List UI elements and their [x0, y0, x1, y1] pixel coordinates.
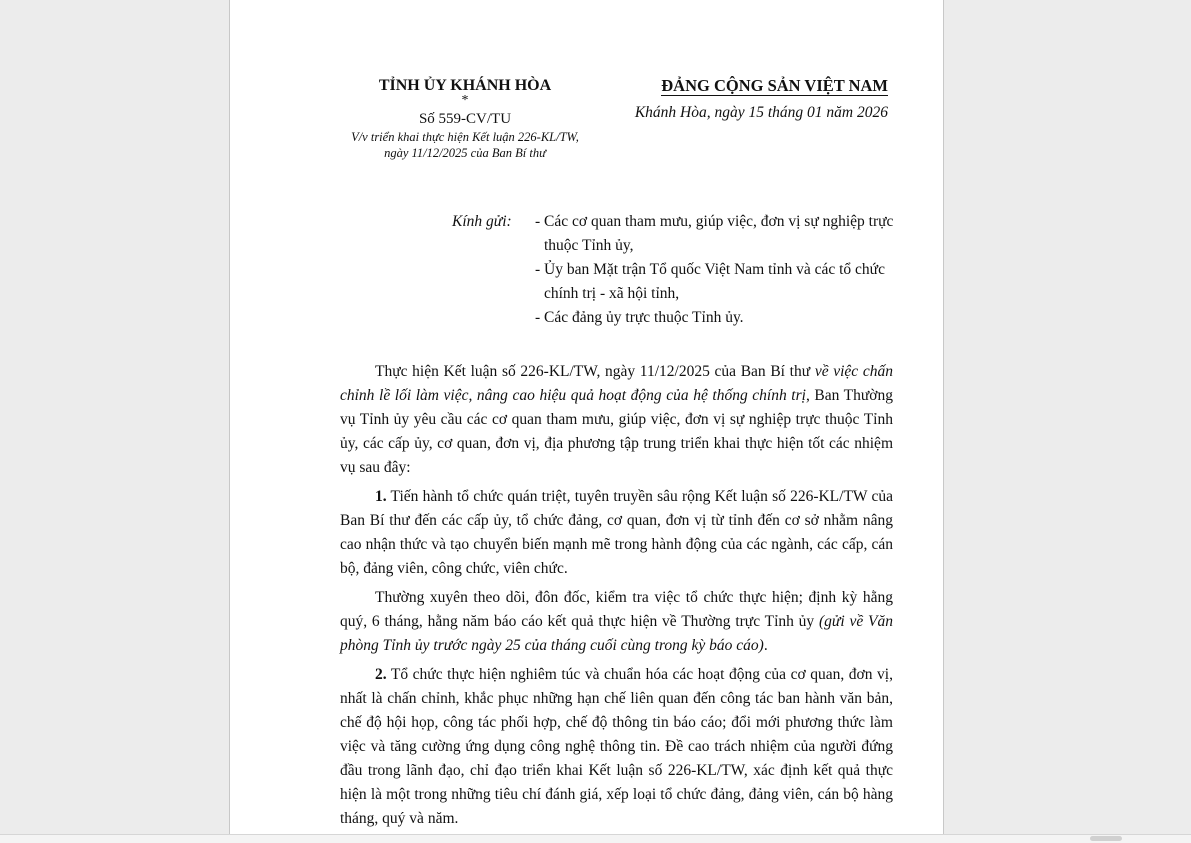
scrollbar-thumb[interactable] [1090, 836, 1122, 841]
item-number-1: 1. [375, 488, 387, 505]
monitoring-end: . [763, 637, 768, 654]
header-left [320, 76, 610, 161]
recipient-item: - Các cơ quan tham mưu, giúp việc, đơn vị sự nghiệp trực thuộc Tỉnh ủy, [535, 213, 894, 254]
paragraph-intro [340, 360, 893, 480]
star-mark: * [461, 93, 469, 108]
recipients-label: Kính gửi: [452, 213, 512, 230]
paragraph-monitoring [340, 586, 893, 658]
doc-number: Số 559-CV/TU [418, 111, 512, 127]
recipient-item: - Ủy ban Mặt trận Tổ quốc Việt Nam tỉnh và các tổ chức chính trị - xã hội tỉnh, [535, 261, 885, 302]
intro-text-a: Thực hiện Kết luận số 226-KL/TW, ngày 11/12/2025 của Ban Bí thư [375, 363, 815, 380]
header-right [608, 76, 888, 123]
recipients [452, 210, 902, 330]
intro-title-italic: về việc chấn chỉnh lề lối làm việc, nâng cao hiệu quả hoạt động của hệ thống chính trị [340, 363, 893, 404]
paragraph-2-text: Tổ chức thực hiện nghiêm túc và chuẩn hóa các hoạt động của cơ quan, đơn vị, nhất là chấn chỉnh, khắc phục những hạn chế liên quan đến công tác ban hành văn bản, chế độ hội họp, công tác phối hợp, chế độ thông tin báo cáo; đổi mới phương thức làm việc và tăng cường ứng dụng công nghệ thông tin. Đề cao trách nhiệm của người đứng đầu trong lãnh đạo, chỉ đạo triển khai Kết luận số 226-KL/TW, xác định kết quả thực hiện là một trong những tiêu chí đánh giá, xếp loại tổ chức đảng, đảng viên, cán bộ hàng tháng, quý và năm. [340, 666, 893, 827]
document-page [229, 0, 944, 834]
monitoring-note-italic: (gửi về Văn phòng Tỉnh ủy trước ngày 25 của tháng cuối cùng trong kỳ báo cáo) [340, 613, 893, 654]
paragraph-1 [340, 485, 893, 581]
subject-line-1: V/v triển khai thực hiện Kết luận 226-KL/TW, [351, 130, 579, 144]
document-body [340, 360, 893, 834]
subject-line-2: ngày 11/12/2025 của Ban Bí thư [384, 146, 546, 160]
place-date: Khánh Hòa, ngày 15 tháng 01 năm 2026 [634, 104, 888, 121]
org-name: TỈNH ỦY KHÁNH HÒA [378, 77, 552, 94]
paragraph-2 [340, 663, 893, 831]
monitoring-text: Thường xuyên theo dõi, đôn đốc, kiểm tra việc tổ chức thực hiện; định kỳ hằng quý, 6 tháng, hằng năm báo cáo kết quả thực hiện về Thường trực Tỉnh ủy [340, 589, 893, 630]
paragraph-1-text: Tiến hành tổ chức quán triệt, tuyên truyền sâu rộng Kết luận số 226-KL/TW của Ban Bí thư đến các cấp ủy, tổ chức đảng, cơ quan, đơn vị từ tỉnh đến cơ sở nhằm nâng cao nhận thức và tạo chuyển biến mạnh mẽ trong hành động của các ngành, các cấp, cán bộ, đảng viên, công chức, viên chức. [340, 488, 893, 577]
recipient-item: - Các đảng ủy trực thuộc Tỉnh ủy. [535, 309, 744, 326]
horizontal-scrollbar[interactable] [0, 834, 1191, 843]
party-name: ĐẢNG CỘNG SẢN VIỆT NAM [661, 76, 888, 95]
intro-text-c: , Ban Thường vụ Tỉnh ủy yêu cầu các cơ quan tham mưu, giúp việc, đơn vị sự nghiệp trực thuộc Tỉnh ủy, các cấp ủy, cơ quan, đơn vị, địa phương tập trung triển khai thực hiện tốt các nhiệm vụ sau đây: [340, 387, 893, 476]
recipients-list [452, 210, 902, 330]
item-number-2: 2. [375, 666, 387, 683]
